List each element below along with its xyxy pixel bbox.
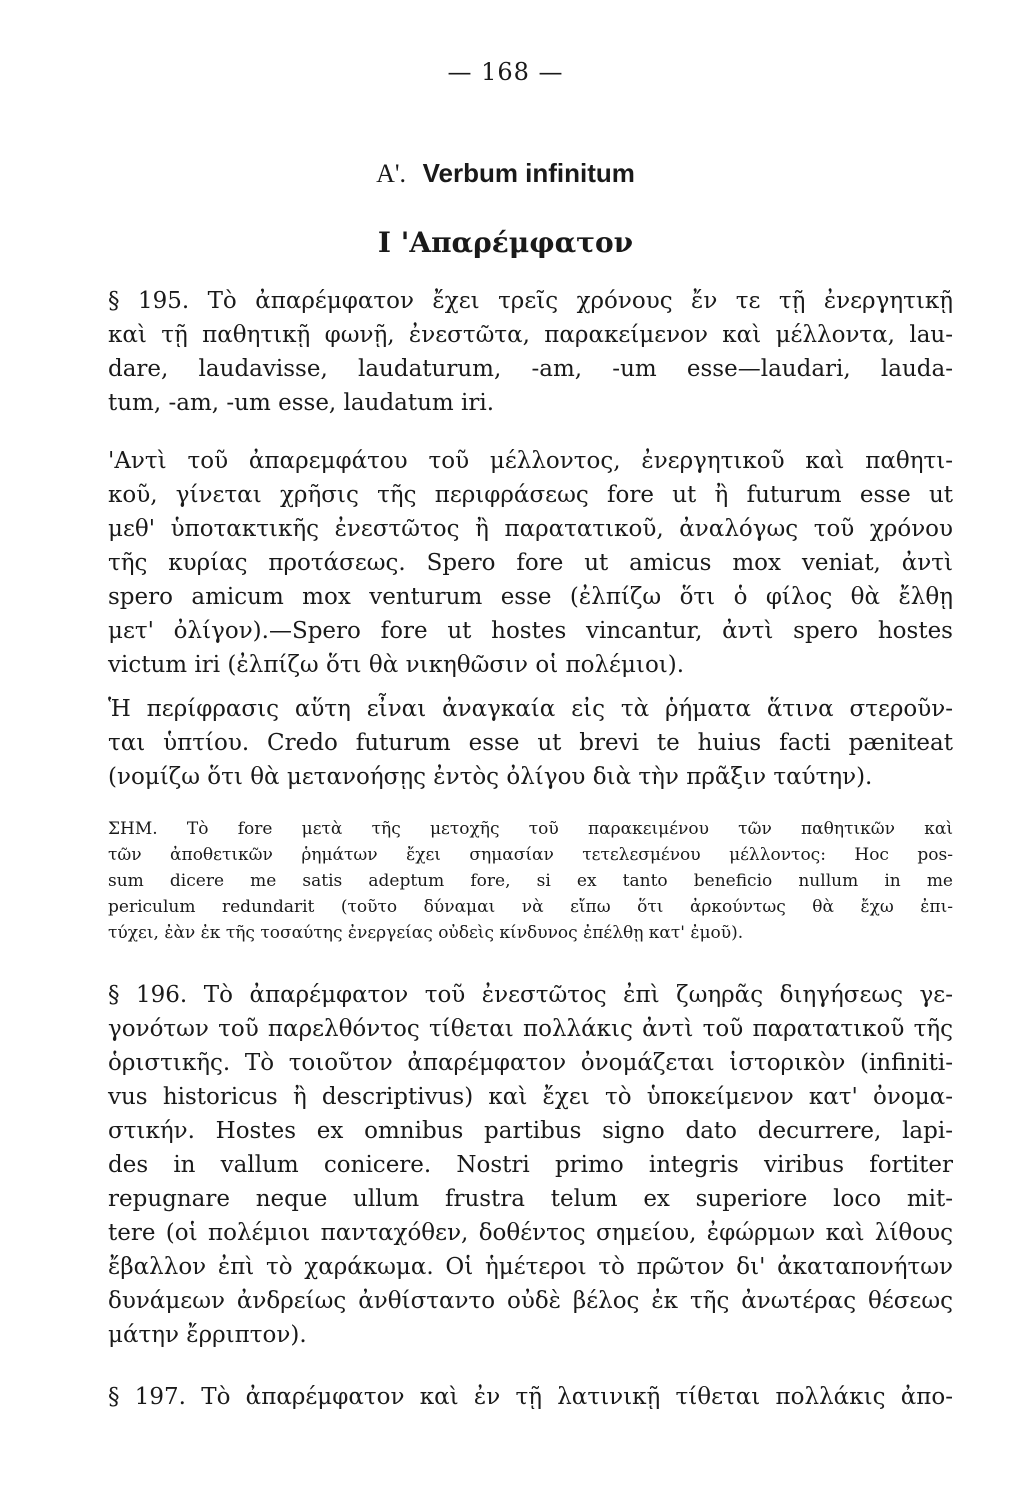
chapter-heading xyxy=(0,158,1011,189)
text-line: γονότων τοῦ παρελθόντος τίθεται πολλάκις ἀντὶ τοῦ παρατατικοῦ τῆς xyxy=(108,1016,953,1042)
text-line: μάτην ἔρριπτον). xyxy=(108,1322,307,1348)
paragraph-necessity xyxy=(108,692,953,796)
text-line: ὁριστικῆς. Τὸ τοιοῦτον ἀπαρέμφατον ὀνομάζεται ἱστορικὸν (infiniti- xyxy=(108,1050,953,1076)
text-line: spero amicum mox venturum esse (ἐλπίζω ὅτι ὁ φίλος θὰ ἔλθῃ xyxy=(108,584,953,610)
page-number: — 168 — xyxy=(447,58,564,86)
text-line: (νομίζω ὅτι θὰ μετανοήσῃς ἐντὸς ὀλίγου διὰ τὴν πρᾶξιν ταύτην). xyxy=(108,764,873,790)
paragraph-197 xyxy=(108,1380,953,1416)
text-line: ἔβαλλον ἐπὶ τὸ χαράκωμα. Οἱ ἡμέτεροι τὸ πρῶτον δι' ἀκαταπονήτων xyxy=(108,1254,953,1280)
note-line: τύχει, ἐὰν ἐκ τῆς τοσαύτης ἐνεργείας οὐδεὶς κίνδυνος ἐπέλθῃ κατ' ἐμοῦ). xyxy=(108,923,744,943)
chapter-letter: Α'. xyxy=(376,159,407,188)
text-line: des in vallum conicere. Nostri primo integris viribus fortiter xyxy=(108,1152,953,1178)
note-line: τῶν ἀποθετικῶν ῥημάτων ἔχει σημασίαν τετελεσμένου μέλλοντος: Hoc pos- xyxy=(108,845,953,865)
text-line: tere (οἱ πολέμιοι πανταχόθεν, δοθέντος σημείου, ἐφώρμων καὶ λίθους xyxy=(108,1220,953,1246)
text-line: victum iri (ἐλπίζω ὅτι θὰ νικηθῶσιν οἱ πολέμιοι). xyxy=(108,652,685,678)
text-line: δυνάμεων ἀνδρείως ἀνθίσταντο οὐδὲ βέλος ἐκ τῆς ἀνωτέρας θέσεως xyxy=(108,1288,953,1314)
text-line: καὶ τῇ παθητικῇ φωνῇ, ἐνεστῶτα, παρακείμενον καὶ μέλλοντα, lau- xyxy=(108,322,953,348)
text-line: repugnare neque ullum frustra telum ex superiore loco mit- xyxy=(108,1186,953,1212)
note-line: ΣΗΜ. Τὸ fore μετὰ τῆς μετοχῆς τοῦ παρακειμένου τῶν παθητικῶν καὶ xyxy=(108,819,953,839)
paragraph-periphrasis xyxy=(108,444,953,684)
note-line: sum dicere me satis adeptum fore, si ex tanto beneficio nullum in me xyxy=(108,871,953,891)
text-line: tum, -am, -um esse, laudatum iri. xyxy=(108,390,495,416)
text-line: Ἡ περίφρασις αὕτη εἶναι ἀναγκαία εἰς τὰ ῥήματα ἅτινα στεροῦν- xyxy=(108,696,953,722)
text-line: μετ' ὀλίγον).—Spero fore ut hostes vincantur, ἀντὶ spero hostes xyxy=(108,618,953,644)
chapter-title: Verbum infinitum xyxy=(422,158,635,188)
text-line: dare, laudavisse, laudaturum, -am, -um esse—laudari, lauda- xyxy=(108,356,953,382)
note-line: periculum redundarit (τοῦτο δύναμαι νὰ εἴπω ὅτι ἀρκούντως θὰ ἔχω ἐπι- xyxy=(108,897,953,917)
text-line: § 197. Τὸ ἀπαρέμφατον καὶ ἐν τῇ λατινικῇ τίθεται πολλάκις ἀπο- xyxy=(108,1384,953,1410)
text-line: § 196. Τὸ ἀπαρέμφατον τοῦ ἐνεστῶτος ἐπὶ ζωηρᾶς διηγήσεως γε- xyxy=(108,982,953,1008)
text-line: μεθ' ὑποτακτικῆς ἐνεστῶτος ἢ παρατατικοῦ, ἀναλόγως τοῦ χρόνου xyxy=(108,516,953,542)
text-line: 'Αντὶ τοῦ ἀπαρεμφάτου τοῦ μέλλοντος, ἐνεργητικοῦ καὶ παθητι- xyxy=(108,448,953,474)
text-line: κοῦ, γίνεται χρῆσις τῆς περιφράσεως fore ut ἢ futurum esse ut xyxy=(108,482,953,508)
text-line: στικήν. Hostes ex omnibus partibus signo dato decurrere, lapi- xyxy=(108,1118,953,1144)
text-line: τῆς κυρίας προτάσεως. Spero fore ut amicus mox veniat, ἀντὶ xyxy=(108,550,953,576)
section-heading: Ι 'Απαρέμφατον xyxy=(377,226,634,259)
note-block xyxy=(108,816,953,948)
paragraph-195 xyxy=(108,284,953,424)
text-line: § 195. Τὸ ἀπαρέμφατον ἔχει τρεῖς χρόνους ἔν τε τῇ ἐνεργητικῇ xyxy=(108,288,953,314)
paragraph-196 xyxy=(108,978,953,1354)
text-line: ται ὑπτίου. Credo futurum esse ut brevi te huius facti pæniteat xyxy=(108,730,953,756)
text-line: vus historicus ἢ descriptivus) καὶ ἔχει τὸ ὑποκείμενον κατ' ὀνομα- xyxy=(108,1084,953,1110)
